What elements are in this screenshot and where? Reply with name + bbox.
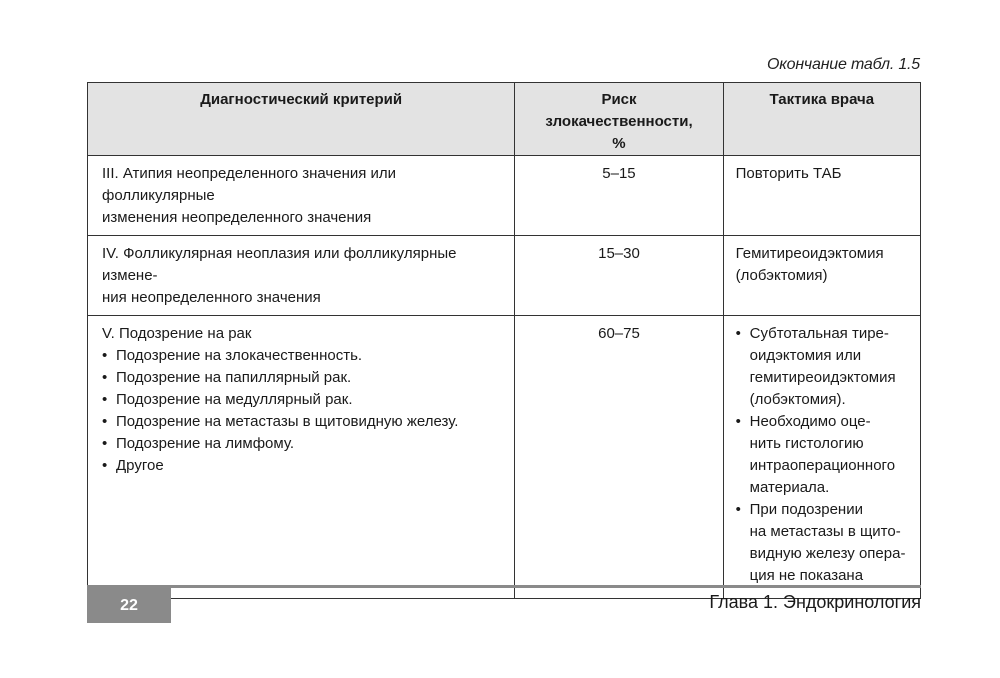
criterion-line: изменения неопределенного значения: [102, 209, 372, 226]
tactic-line: (лобэктомия).: [749, 391, 846, 408]
header-tactic: Тактика врача: [723, 83, 920, 156]
tactic-line: интраоперационного: [749, 457, 896, 474]
tactic-line: на метастазы в щито-: [749, 523, 901, 540]
risk-value: 5–15: [602, 165, 636, 182]
tactic-line: • Необходимо оце-: [749, 413, 871, 430]
tactic-list-item: [736, 499, 914, 587]
tactic-line: • Субтотальная тире-: [749, 325, 889, 342]
criterion-list-item: • Подозрение на лимфому.: [102, 433, 504, 455]
criterion-list-item: • Другое: [102, 455, 504, 477]
tactic-list: [736, 323, 914, 587]
table-caption: Окончание табл. 1.5: [767, 56, 920, 73]
tactic-cell: [723, 316, 920, 599]
criterion-cell: [88, 316, 515, 599]
criterion-line: IV. Фолликулярная неоплазия или фолликулярные измене-: [102, 245, 457, 284]
tactic-line: видную железу опера-: [749, 545, 906, 562]
criterion-title: V. Подозрение на рак: [102, 325, 252, 342]
chapter-title: Глава 1. Эндокринология: [709, 592, 921, 612]
tactic-line: материала.: [749, 479, 830, 496]
diagnostic-criteria-table: [87, 82, 921, 599]
criterion-list-item: • Подозрение на метастазы в щитовидную железу.: [102, 411, 504, 433]
page-number: 22: [87, 588, 171, 623]
risk-cell: [515, 316, 723, 599]
tactic-line: Гемитиреоидэктомия: [735, 245, 884, 262]
tactic-line: (лобэктомия): [735, 267, 828, 284]
criterion-cell: [88, 236, 515, 316]
risk-value: 60–75: [598, 325, 640, 342]
risk-cell: [515, 236, 723, 316]
risk-cell: [515, 156, 723, 236]
tactic-list-item: [736, 323, 914, 411]
criterion-list-item: • Подозрение на папиллярный рак.: [102, 367, 504, 389]
criterion-cell: [88, 156, 515, 236]
risk-value: 15–30: [598, 245, 640, 262]
tactic-line: гемитиреоидэктомия: [749, 369, 896, 386]
table-row: [88, 316, 921, 599]
criterion-line: III. Атипия неопределенного значения или фолликулярные: [102, 165, 397, 204]
tactic-line: ция не показана: [749, 567, 864, 584]
tactic-cell: [723, 156, 920, 236]
tactic-line: оидэктомия или: [749, 347, 862, 364]
tactic-list-item: [736, 411, 914, 499]
criterion-list-item: • Подозрение на медуллярный рак.: [102, 389, 504, 411]
criterion-list-item: • Подозрение на злокачественность.: [102, 345, 504, 367]
table-row: [88, 156, 921, 236]
tactic-line: • При подозрении: [749, 501, 863, 518]
header-risk: Риск злокачественности, %: [515, 83, 723, 156]
header-criterion: Диагностический критерий: [88, 83, 515, 156]
tactic-line: Повторить ТАБ: [735, 165, 842, 182]
tactic-line: нить гистологию: [749, 435, 864, 452]
criterion-list: [102, 345, 504, 477]
footer-divider: [87, 585, 921, 588]
tactic-cell: [723, 236, 920, 316]
table-row: [88, 236, 921, 316]
table-header-row: [88, 83, 921, 156]
criterion-line: ния неопределенного значения: [102, 289, 321, 306]
